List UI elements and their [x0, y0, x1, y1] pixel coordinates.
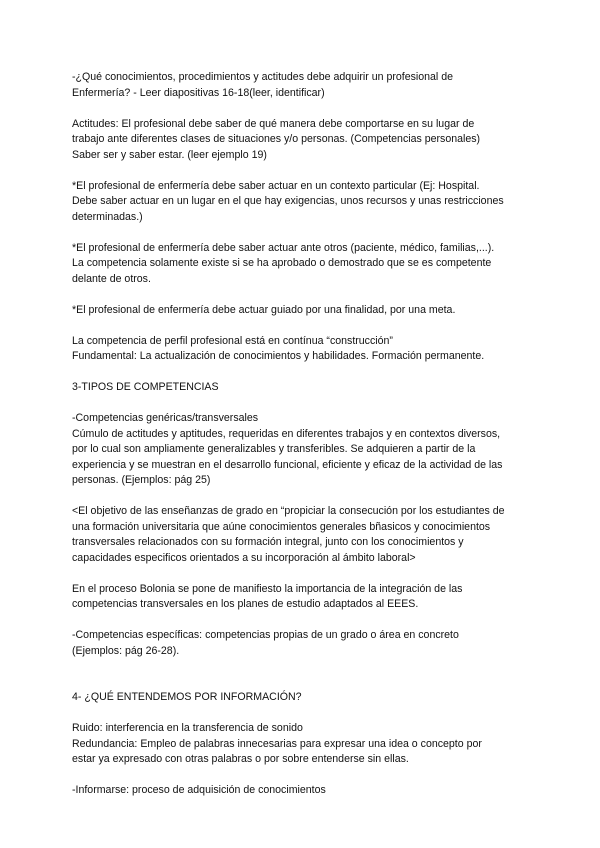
paragraph-competencias-especificas [72, 628, 532, 659]
text-line: personas. (Ejemplos: pág 25) [72, 474, 211, 486]
text-line: estar ya expresado con otras palabras o por sobre entenderse sin ellas. [72, 753, 409, 765]
text-line: Enfermería? - Leer diapositivas 16-18(leer, identificar) [72, 86, 325, 99]
paragraph-contexto-particular [72, 179, 532, 226]
text-line: -Competencias genéricas/transversales [72, 412, 259, 424]
section-heading: 4- ¿QUÉ ENTENDEMOS POR INFORMACIÓN? [72, 691, 302, 703]
text-line: Actitudes: El profesional debe saber de qué manera debe comportarse en su lugar de [72, 117, 475, 130]
text-line: -Competencias específicas: competencias propias de un grado o área en concreto [72, 629, 459, 641]
text-line: Saber ser y saber estar. (leer ejemplo 19) [72, 148, 267, 161]
text-line: determinadas.) [72, 210, 143, 223]
paragraph-finalidad [72, 303, 532, 319]
text-line: La competencia solamente existe si se ha aprobado o demostrado que se es competente [72, 257, 492, 269]
paragraph-objetivo-grado [72, 504, 532, 566]
text-line: Debe saber actuar en un lugar en el que hay exigencias, unos recursos y unas restricciones [72, 195, 504, 207]
text-line: delante de otros. [72, 272, 151, 285]
section-heading-tipos-competencias [72, 380, 532, 396]
text-line: La competencia de perfil profesional está en contínua “construcción” [72, 334, 393, 347]
document-body [72, 70, 532, 814]
section-heading: 3-TIPOS DE COMPETENCIAS [72, 381, 219, 393]
paragraph-actuar-ante-otros [72, 241, 532, 288]
text-line: *El profesional de enfermería debe saber actuar en un contexto particular (Ej: Hospital. [72, 179, 480, 192]
paragraph-informarse [72, 783, 532, 799]
paragraph-actitudes [72, 117, 532, 164]
text-line: Redundancia: Empleo de palabras innecesarias para expresar una idea o concepto por [72, 737, 482, 750]
text-line: <El objetivo de las enseñanzas de grado en “propiciar la consecución por los estudiantes de [72, 505, 505, 517]
paragraph-question-knowledge [72, 70, 532, 101]
text-line: (Ejemplos: pág 26-28). [72, 644, 180, 657]
text-line: por lo cual son ampliamente generalizables y transferibles. Se adquieren a partir de la [72, 443, 476, 455]
text-line: Cúmulo de actitudes y aptitudes, requeridas en diferentes trabajos y en contextos diversos, [72, 427, 501, 440]
paragraph-competencias-genericas [72, 411, 532, 489]
text-line: Fundamental: La actualización de conocimientos y habilidades. Formación permanente. [72, 350, 485, 362]
text-line: -¿Qué conocimientos, procedimientos y actitudes debe adquirir un profesional de [72, 71, 453, 83]
text-line: competencias transversales en los planes de estudio adaptados al EEES. [72, 598, 419, 610]
text-line: capacidades especificos orientados a su incorporación al ámbito laboral> [72, 551, 416, 564]
text-line: trabajo ante diferentes clases de situaciones y/o personas. (Competencias personales) [72, 133, 481, 145]
section-heading-informacion [72, 690, 532, 706]
text-line: *El profesional de enfermería debe actuar guiado por una finalidad, por una meta. [72, 303, 456, 316]
text-line: transversales relacionados con su formación integral, junto con los conocimientos y [72, 536, 464, 548]
paragraph-bolonia [72, 582, 532, 613]
text-line: *El profesional de enfermería debe saber actuar ante otros (paciente, médico, familias,...). [72, 241, 495, 254]
text-line: experiencia y se muestran en el desarrollo funcional, eficiente y eficaz de la actividad de las [72, 458, 503, 471]
text-line: En el proceso Bolonia se pone de manifiesto la importancia de la integración de las [72, 582, 463, 595]
paragraph-construccion [72, 334, 532, 365]
text-line: Ruido: interferencia en la transferencia de sonido [72, 722, 303, 734]
text-line: -Informarse: proceso de adquisición de conocimientos [72, 784, 326, 796]
text-line: una formación universitaria que aúne conocimientos generales bñasicos y conocimientos [72, 520, 491, 533]
paragraph-ruido-redundancia [72, 721, 532, 768]
